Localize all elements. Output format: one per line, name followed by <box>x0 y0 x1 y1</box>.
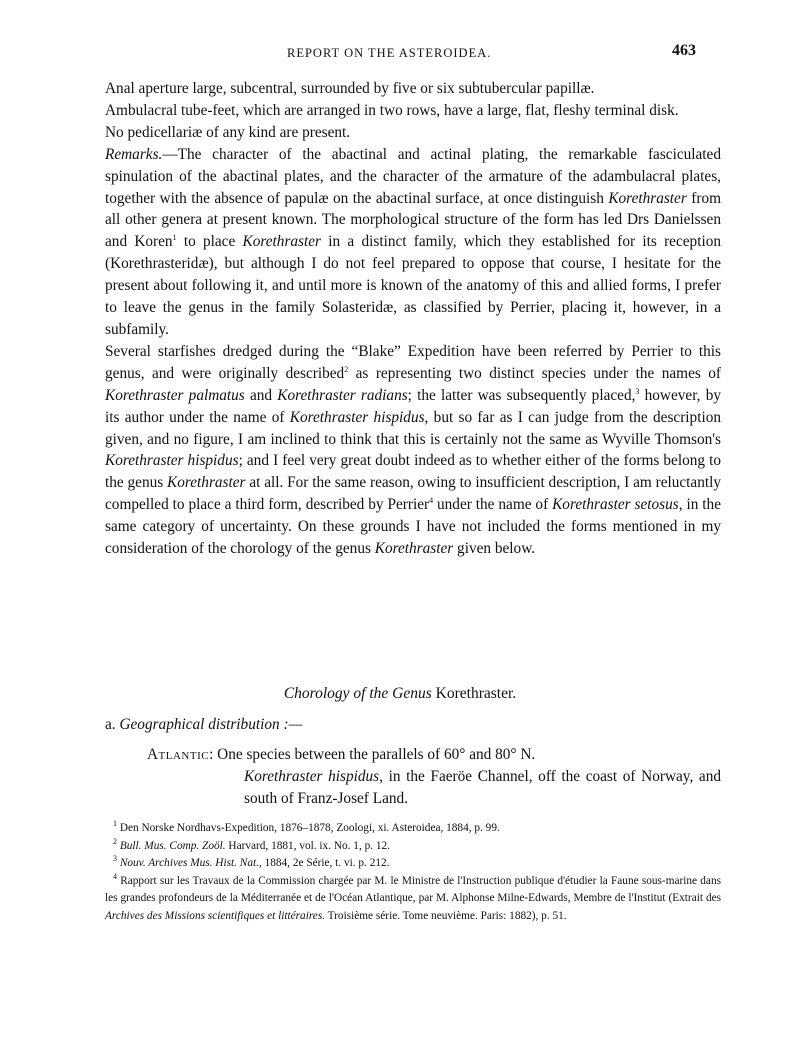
paragraph-tube-feet: Ambulacral tube-feet, which are arranged in two rows, have a large, flat, fleshy terminal disk. <box>105 101 679 119</box>
body-text <box>105 78 721 560</box>
page-number: 463 <box>672 42 696 59</box>
footnote-1: $^1$ Den Norske Nordhavs-Expedition, 1876–1878, Zoologi, xi. Asteroidea, 1884, p. 99. <box>113 819 500 834</box>
paragraph-anal-aperture: Anal aperture large, subcentral, surrounded by five or six subtubercular papillæ. <box>105 80 595 97</box>
footnote-ref-4: 4 <box>429 496 434 506</box>
footnote-ref-3: 3 <box>635 386 640 396</box>
species-distribution: Korethraster hispidus, in the Faeröe Channel, off the coast of Norway, and south of Franz-Josef Land. <box>244 768 722 807</box>
paragraph-pedicellariae: No pedicellariæ of any kind are present. <box>105 123 351 141</box>
remarks-label: Remarks. <box>105 145 163 163</box>
footnote-ref-1: 1 <box>172 233 177 243</box>
section-title: Chorology of the Genus Korethraster. <box>283 685 517 702</box>
footnote-3: $^3$ Nouv. Archives Mus. Hist. Nat., 1884, 2e Série, t. vi. p. 212. <box>113 854 390 870</box>
atlantic-entry: Atlantic: One species between the parallels of 60° and 80° N. Korethraster hispidus, in the Faeröe Channel, off the coast of Norway, and south of Franz-Josef Land. <box>147 744 721 810</box>
footnotes <box>105 820 721 926</box>
footnote-2: $^2$ Bull. Mus. Comp. Zoöl. Harvard, 1881, vol. ix. No. 1, p. 12. <box>113 836 391 852</box>
footnote-4: $^4$ Rapport sur les Travaux de la Commission chargée par M. le Ministre de l'Instruction publique d'étudier la Faune sous-marine dans les grandes profondeurs de la Méditerranée et de l'Océan Atlantique, par M. Alphonse Milne-Edwards, Membre de l'Institut (Extrait des Archives des Missions scientifiques et littéraires. Troisième série. Tome neuvième. Paris: 1882), p. 51. <box>105 872 721 922</box>
paragraph-remarks: Remarks.—The character of the abactinal and actinal plating, the remarkable fasciculated spinulation of the abactinal plates, and the character of the armature of the adambulacral plates, together with the absence of papulæ on the abactinal surface, at once distinguish Korethraster from all other genera at present known. The morphological structure of the form has led Drs Danielssen and Koren$^1$ to place Korethraster in a distinct family, which they established for its reception (Korethrasteridæ), but although I do not feel prepared to oppose that course, I hesitate for the present about following it, and until more is known of the anatomy of this and allied forms, I prefer to leave the genus in the family Solasteridæ, as classified by Perrier, placing it, however, in a subfamily. <box>105 145 721 338</box>
footnote-ref-2: 2 <box>344 364 349 374</box>
geographical-distribution-heading: a. Geographical distribution :— <box>105 716 303 733</box>
paragraph-blake-expedition: Several starfishes dredged during the “Blake” Expedition have been referred by Perrier to this genus, and were originally described$^2$ as representing two distinct species under the names of Korethraster palmatus and Korethraster radians; the latter was subsequently placed,$^3$ however, by its author under the name of Korethraster hispidus, but so far as I can judge from the description given, and no figure, I am inclined to think that this is certainly not the same as Wyville Thomson's Korethraster hispidus; and I feel very great doubt indeed as to whether either of the forms belong to the genus Korethraster at all. For the same reason, owing to insufficient description, I am reluctantly compelled to place a third form, described by Perrier$^4$ under the name of Korethraster setosus, in the same category of uncertainty. On these grounds I have not included the forms mentioned in my consideration of the chorology of the genus Korethraster given below. <box>105 342 722 558</box>
atlantic-label: Atlantic <box>147 746 210 763</box>
running-title: REPORT ON THE ASTEROIDEA. <box>287 46 492 60</box>
